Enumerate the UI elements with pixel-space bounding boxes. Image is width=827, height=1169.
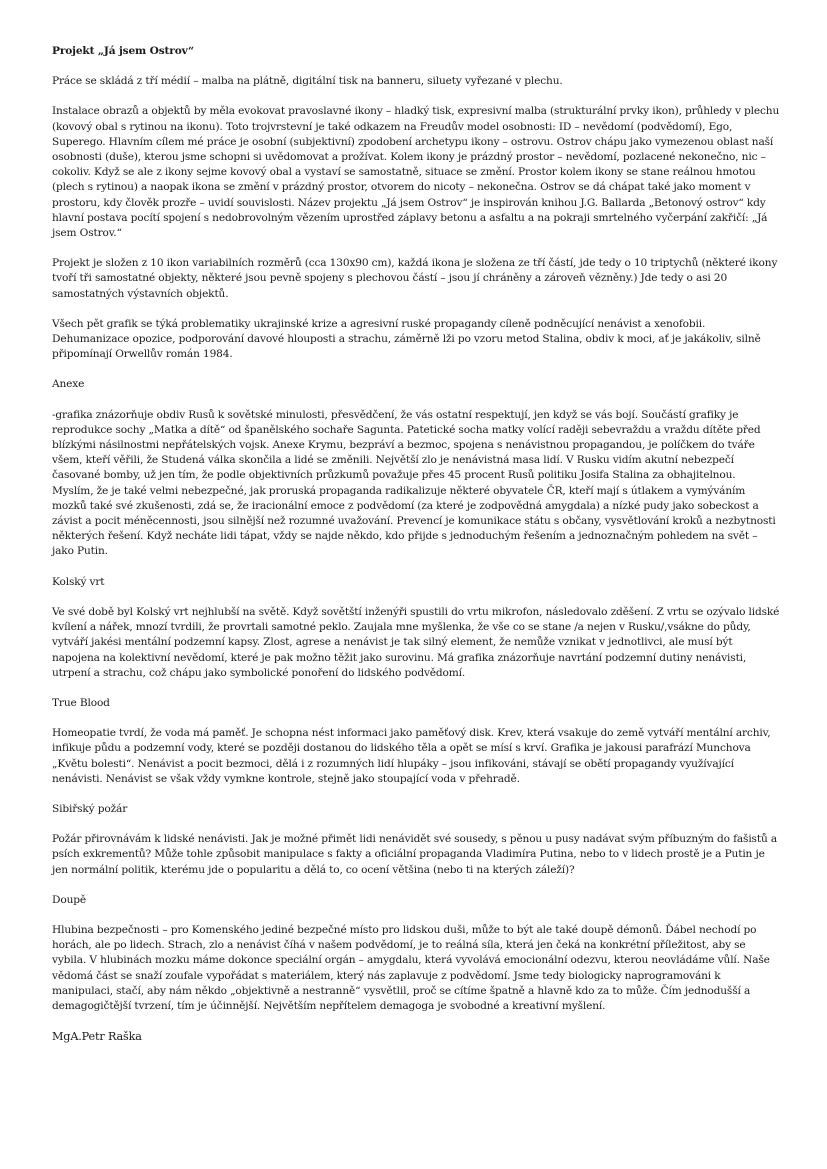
section-text: Hlubina bezpečnosti – pro Komenského jediné bezpečné místo pro lidskou duši, může to být ale také doupě démonů. Ďábel nechodí po horách, ale po lidech. Strach, zlo a nenávist číhá v našem podvědomí, je to reálná síla, která jen čeká na konkrétní příležitost, aby se vybila. V hlubinách mozku máme dokonce speciální orgán – amygdalu, která vyvolává emocionální odezvu, kterou neovládáme vůlí. Naše vědomá část se snaží zoufale vypořádat s materiálem, který nás zaplavuje z podvědomí. Jsme tedy biologicky naprogramováni k manipulaci, stačí, aby nám někdo „objektivně a nestranně“ vysvětlil, proč se cítíme špatně a hlavně kdo za to může. Čím jednodušší a demagogičtější tvrzení, tím je účinnější. Největším nepřítelem demagoga je svobodné a kreativní myšlení.: [52, 923, 770, 1012]
section-text: Homeopatie tvrdí, že voda má paměť. Je schopna nést informaci jako paměťový disk. Krev, která vsakuje do země vytváří mentální archiv, infikuje půdu a podzemní vody, které se později dostanou do lidského těla a opět se mísí s krví. Grafika je jakousi parafrází Munchova „Květu bolesti“. Nenávist a pocit bezmoci, dělá i z rozumných lidí hlupáky – jsou infikováni, stávají se obětí propagandy využívající nenávisti. Nenávist se však vždy vymkne kontrole, stejně jako stoupající voda v přehradě.: [52, 727, 771, 785]
section-heading: Doupě: [52, 893, 86, 906]
document-subtitle: Práce se skládá z tří médií – malba na plátně, digitální tisk na banneru, siluety vyřezané v plechu.: [52, 75, 563, 88]
section-heading: True Blood: [52, 696, 110, 709]
section-heading: Anexe: [52, 378, 85, 391]
intro-paragraph: Všech pět grafik se týká problematiky ukrajinské krize a agresivní ruské propagandy cíleně podněcující nenávist a xenofobii. Dehumanizace opozice, podporování davové hlouposti a strachu, záměrně lži po vzoru metod Stalina, obdiv k moci, ať je jakákoliv, silně připomínají Orwellův román 1984.: [52, 317, 761, 361]
section-text: -grafika znázorňuje obdiv Rusů k sovětské minulosti, přesvědčení, že vás ostatní respektují, jen když se vás bojí. Součástí grafiky je reprodukce sochy „Matka a dítě“ od španělského sochaře Sagunta. Patetické socha matky volící raději sebevraždu a vraždu dítěte před blízkými násilnostmi nepřátelských vojsk. Anexe Krymu, bezpráví a bezmoc, spojena s nenávistnou propagandou, je políčkem do tváře všem, kteří věřili, že Studená válka skončila a lidé se změnili. Největší zlo je nenávistná masa lidí. V Rusku vidím akutní nebezpečí časované bomby, už jen tím, že podle objektivních průzkumů považuje přes 45 procent Rusů politiku Josifa Stalina za obhajitelnou. Myslím, že je také velmi nebezpečné, jak proruská propaganda radikalizuje některé obyvatele ČR, kteří mají s útlakem a vymýváním mozků také své zkušenosti, zdá se, že iracionální emoce z podvědomí (za které je zodpovědná amygdala) a nízké pudy jako sobeckost a závist a pocit méněcennosti, jsou silnější než rozumné uvažování. Prevencí je komunikace státu s občany, vysvětlování kroků a nezbytnosti některých řešení. Když necháte lidi tápat, vždy se najde někdo, kdo přijde s jednoduchým řešením a jednoznačným pohledem na svět – jako Putin.: [52, 408, 776, 558]
author-signature: MgA.Petr Raška: [52, 1030, 142, 1044]
section-text: Požár přirovnávám k lidské nenávisti. Jak je možné přimět lidi nenávidět své sousedy, s pěnou u pusy nadávat svým příbuzným do fašistů a psích exkrementů? Může tohle způsobit manipulace s fakty a oficiální propaganda Vladimíra Putina, nebo to v lidech prostě je a Putin je jen normální politik, kterému jde o popularitu a dělá to, co ocení většina (nebo ti na kterých záleží)?: [52, 833, 778, 876]
section-heading: Kolský vrt: [52, 575, 105, 588]
document-title: Projekt „Já jsem Ostrov“: [52, 45, 194, 57]
intro-paragraph: Instalace obrazů a objektů by měla evokovat pravoslavné ikony – hladký tisk, expresivní malba (strukturální prvky ikon), průhledy v plechu (kovový obal s rytinou na ikonu). Toto trojvrstevní je také odkazem na Freudův model osobnosti: ID – nevědomí (podvědomí), Ego, Superego. Hlavním cílem mé práce je osobní (subjektivní) zpodobení archetypu ikony – ostrovu. Ostrov chápu jako vymezenou oblast naší osobnosti (duše), kterou jsme schopni si uvědomovat a prožívat. Kolem ikony je prázdný prostor – nevědomí, pozlacené nekonečno, nic – cokoliv. Když se ale z ikony sejme kovový obal a vystaví se samostatně, situace se změní. Prostor kolem ikony se stane reálnou hmotou (plech s rytinou) a naopak ikona se změní v prázdný prostor, otvorem do nicoty – nekonečna. Ostrov se dá chápat také jako moment v prostoru, kdy člověk prozře – uvidí souvislosti. Název projektu „Já jsem Ostrov“ je inspirován knihou J.G. Ballarda „Betonový ostrov“ kdy hlavní postava pocítí spojení s nedobrovolným vězením uprostřed záplavy betonu a asfaltu a na pokraji smrtelného vyčerpání zakřičí: „Já jsem Ostrov.“: [52, 105, 780, 240]
intro-paragraph: Projekt je složen z 10 ikon variabilních rozměrů (cca 130x90 cm), každá ikona je složena ze tří částí, jde tedy o 10 triptychů (některé ikony tvoří tři samostatné objekty, některé jsou pevně spojeny s plechovou částí – jsou jí chráněny a zároveň vězněny.) Jde tedy o asi 20 samostatných výstavních objektů.: [52, 257, 778, 300]
section-heading: Sibiřský požár: [52, 802, 128, 815]
section-text: Ve své době byl Kolský vrt nejhlubší na světě. Když sovětští inženýři spustili do vrtu mikrofon, následovalo zděšení. Z vrtu se ozývalo lidské kvílení a nářek, mnozí tvrdili, že provrtali samotné peklo. Zaujala mne myšlenka, že vše co se stane /a nejen v Rusku/,vsákne do půdy, vytváří jakési mentální podzemní kapsy. Zlost, agrese a nenávist je tak silný element, že nemůže vznikat v jednotlivci, ale musí být napojena na kolektivní nevědomí, které je pak možno těžit jako surovinu. Má grafika znázorňuje navrtání podzemní dutiny nenávisti, utrpení a strachu, což chápu jako symbolické ponoření do lidského podvědomí.: [52, 605, 780, 679]
document-page: [52, 44, 780, 1059]
